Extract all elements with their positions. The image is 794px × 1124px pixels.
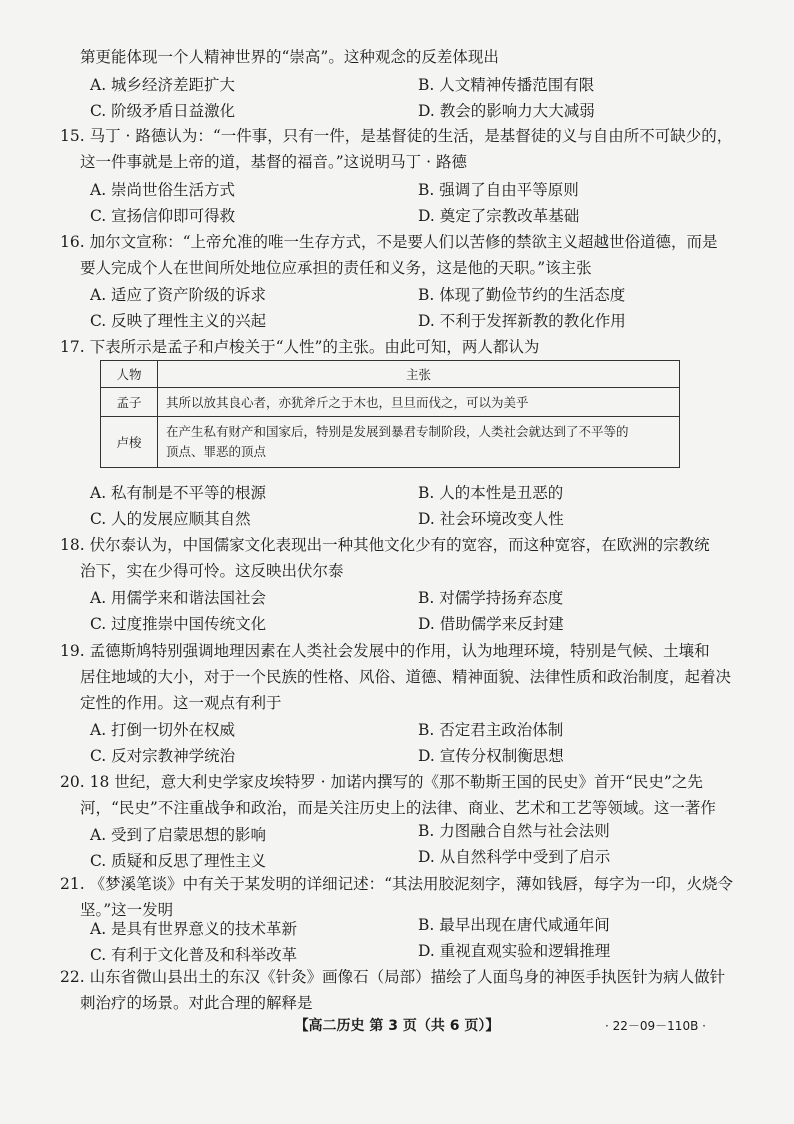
table-cell-claim: 其所以放其良心者，亦犹斧斤之于木也，旦旦而伐之，可以为美乎 (158, 388, 680, 417)
q19-option-c: C. 反对宗教神学统治 (90, 747, 236, 765)
q15-option-b: B. 强调了自由平等原则 (418, 181, 579, 199)
q17-table (100, 360, 680, 468)
q17-stem: 17. 下表所示是孟子和卢梭关于“人性”的主张。由此可知，两人都认为 (60, 338, 540, 356)
q20-stem-line1: 20. 18 世纪，意大利史学家皮埃特罗 · 加诺内撰写的《那不勒斯王国的民史》首开“民史”之先 (60, 773, 703, 791)
q17-option-c: C. 人的发展应顺其自然 (90, 510, 251, 528)
table-header-row (101, 361, 680, 388)
q19-stem-line1: 19. 孟德斯鸠特别强调地理因素在人类社会发展中的作用，认为地理环境，特别是气候、土壤和 (60, 642, 710, 660)
q16-option-a: A. 适应了资产阶级的诉求 (90, 286, 267, 304)
q18-option-d: D. 借助儒学来反封建 (418, 615, 564, 633)
page-footer-label: 【高二历史 第 3 页（共 6 页）】 (294, 1018, 500, 1034)
q20-option-b: B. 力图融合自然与社会法则 (418, 822, 610, 840)
table-cell-claim (158, 417, 680, 468)
q20-option-d: D. 从自然科学中受到了启示 (418, 848, 611, 866)
q14-option-d: D. 教会的影响力大大减弱 (418, 102, 595, 120)
q17-option-b: B. 人的本性是丑恶的 (418, 484, 564, 502)
q19-stem-line2: 居住地域的大小，对于一个民族的性格、风俗、道德、精神面貌、法律性质和政治制度，起着决 (80, 668, 732, 686)
q22-stem-line2: 刺治疗的场景。对此合理的解释是 (80, 994, 313, 1012)
table-cell-claim-line1: 在产生私有财产和国家后，特别是发展到暴君专制阶段，人类社会就达到了不平等的 (166, 424, 629, 439)
q15-option-c: C. 宣扬信仰即可得救 (90, 207, 236, 225)
table-cell-person: 卢梭 (101, 417, 158, 468)
q21-option-d: D. 重视直观实验和逻辑推理 (418, 942, 611, 960)
q21-option-a: A. 是具有世界意义的技术革新 (90, 920, 298, 938)
q19-option-d: D. 宣传分权制衡思想 (418, 747, 564, 765)
q20-stem-line2: 河，“民史”不注重战争和政治，而是关注历史上的法律、商业、艺术和工艺等领域。这一著作 (80, 799, 716, 817)
q18-stem-line2: 治下，实在少得可怜。这反映出伏尔泰 (80, 562, 344, 580)
exam-code: · 22－09－110B · (605, 1019, 706, 1033)
q19-option-b: B. 否定君主政治体制 (418, 721, 564, 739)
q16-option-d: D. 不利于发挥新教的教化作用 (418, 312, 626, 330)
q14-stem: 第更能体现一个人精神世界的“崇高”。这种观念的反差体现出 (80, 48, 499, 66)
q18-option-c: C. 过度推崇中国传统文化 (90, 615, 267, 633)
q15-option-d: D. 奠定了宗教改革基础 (418, 207, 580, 225)
q16-option-c: C. 反映了理性主义的兴起 (90, 312, 267, 330)
q17-option-a: A. 私有制是不平等的根源 (90, 484, 267, 502)
table-row (101, 388, 680, 417)
table-header-person: 人物 (101, 361, 158, 388)
q19-stem-line3: 定性的作用。这一观点有利于 (80, 694, 282, 712)
q19-option-a: A. 打倒一切外在权威 (90, 721, 236, 739)
q18-option-b: B. 对儒学持扬弃态度 (418, 589, 564, 607)
q21-option-b: B. 最早出现在唐代咸通年间 (418, 916, 610, 934)
q16-stem-line2: 要人完成个人在世间所处地位应承担的责任和义务，这是他的天职。”该主张 (80, 259, 592, 277)
q14-option-b: B. 人文精神传播范围有限 (418, 76, 595, 94)
q14-option-a: A. 城乡经济差距扩大 (90, 76, 236, 94)
q15-option-a: A. 崇尚世俗生活方式 (90, 181, 236, 199)
table-row (101, 417, 680, 468)
table-cell-claim-line2: 顶点、罪恶的顶点 (166, 444, 267, 459)
q14-option-c: C. 阶级矛盾日益激化 (90, 102, 236, 120)
q18-option-a: A. 用儒学来和谐法国社会 (90, 589, 267, 607)
q21-stem-line1: 21. 《梦溪笔谈》中有关于某发明的详细记述：“其法用胶泥刻字，薄如钱唇，每字为一印，火烧令 (60, 875, 734, 893)
q15-stem-line1: 15. 马丁 · 路德认为：“一件事，只有一件，是基督徒的生活，是基督徒的义与自由所不可缺少的， (60, 127, 733, 145)
q16-option-b: B. 体现了勤俭节约的生活态度 (418, 286, 626, 304)
q20-option-a: A. 受到了启蒙思想的影响 (90, 826, 267, 844)
q22-stem-line1: 22. 山东省微山县出土的东汉《针灸》画像石（局部）描绘了人面鸟身的神医手执医针为病人做针 (60, 968, 726, 986)
q18-stem-line1: 18. 伏尔泰认为，中国儒家文化表现出一种其他文化少有的宽容，而这种宽容，在欧洲的宗教统 (60, 536, 710, 554)
table-cell-person: 孟子 (101, 388, 158, 417)
q20-option-c: C. 质疑和反思了理性主义 (90, 852, 267, 870)
q21-stem-line2: 坚。”这一发明 (80, 901, 174, 919)
q15-stem-line2: 这一件事就是上帝的道，基督的福音。”这说明马丁 · 路德 (80, 153, 467, 171)
q21-option-c: C. 有利于文化普及和科举改革 (90, 946, 298, 964)
q16-stem-line1: 16. 加尔文宣称：“上帝允准的唯一生存方式，不是要人们以苦修的禁欲主义超越世俗道德，而是 (60, 233, 718, 251)
q17-option-d: D. 社会环境改变人性 (418, 510, 564, 528)
table-header-claim: 主张 (158, 361, 680, 388)
